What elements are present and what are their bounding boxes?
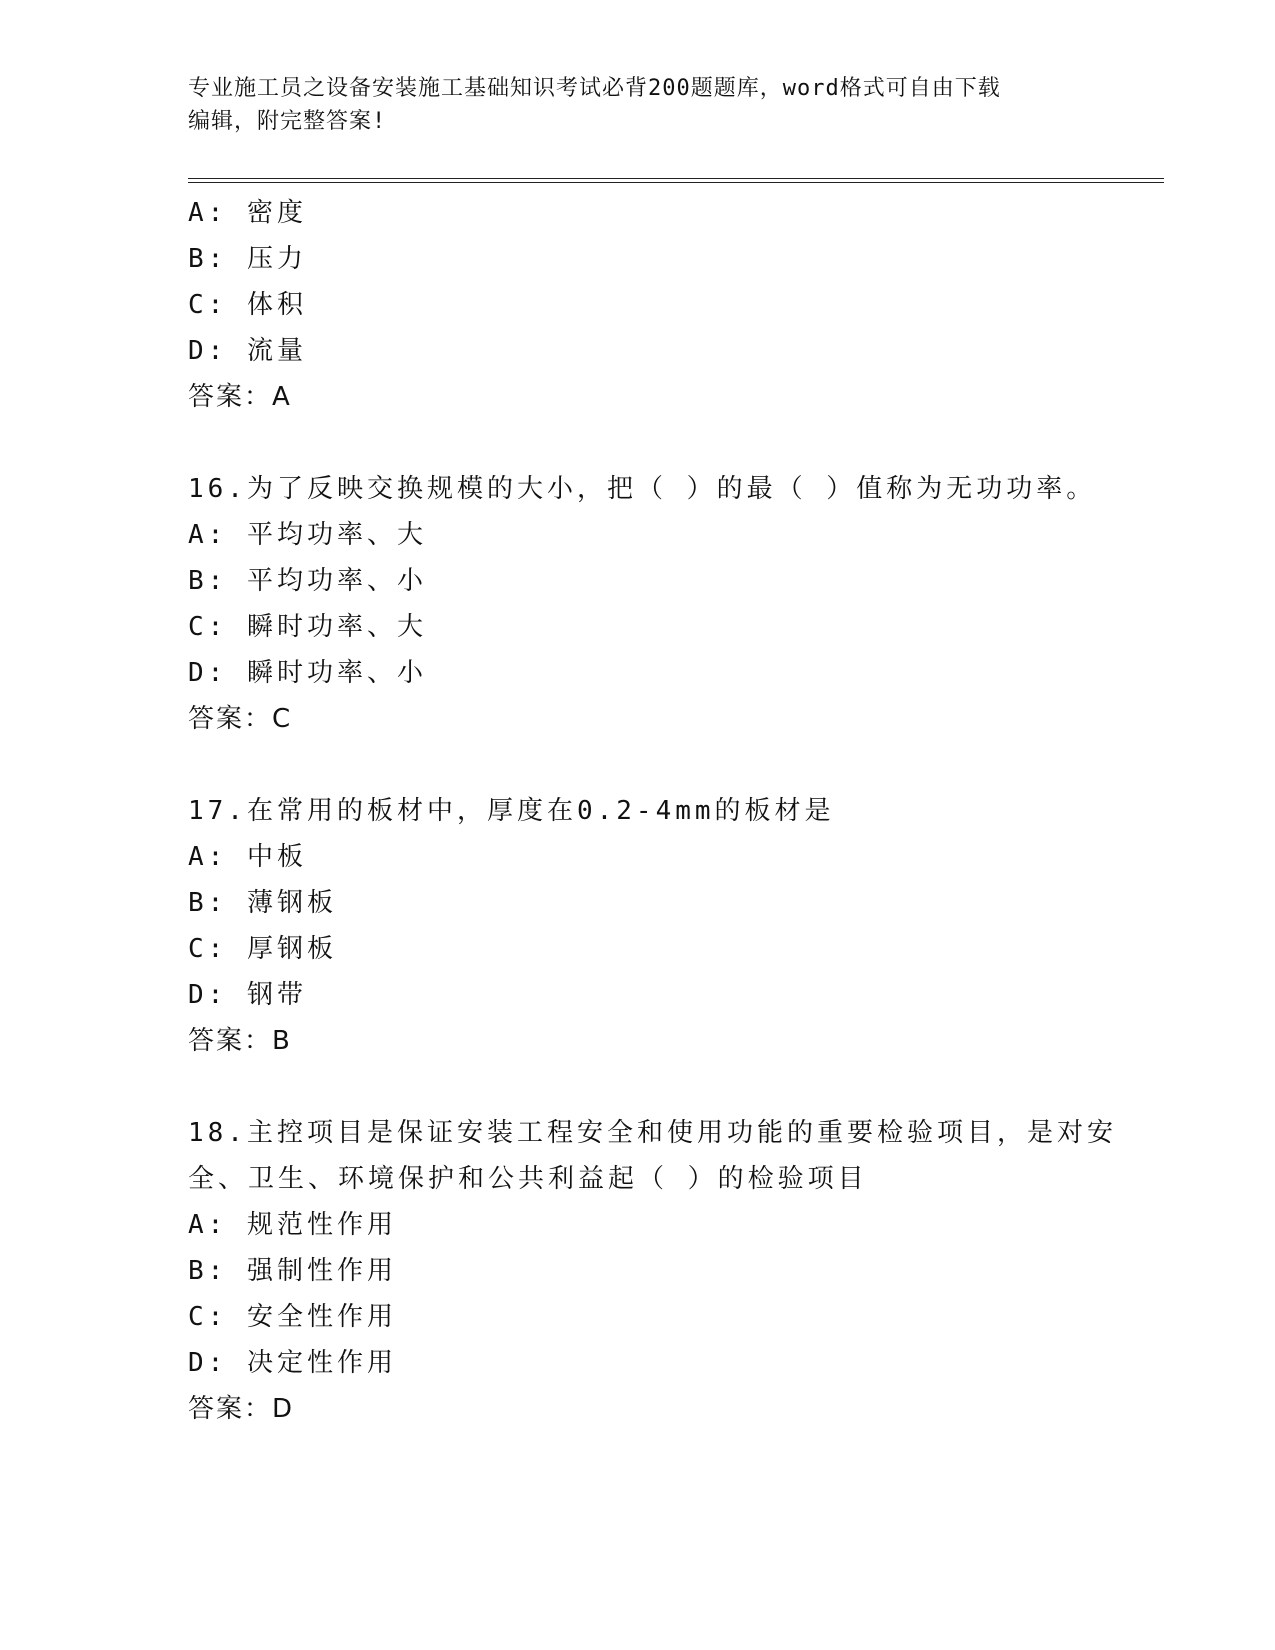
question-stem-line-2: 全、卫生、环境保护和公共利益起（ ）的检验项目 [188, 1164, 868, 1194]
option-a: A: 平均功率、大 [188, 520, 427, 550]
spacer [188, 420, 1168, 466]
option-b: B: 平均功率、小 [188, 566, 427, 596]
question-list [188, 190, 1168, 1432]
answer-line: 答案：C [188, 704, 293, 734]
option-d: D: 钢带 [188, 980, 307, 1010]
option-c: C: 厚钢板 [188, 934, 337, 964]
question-18-block [188, 1110, 1168, 1432]
option-c: C: 体积 [188, 290, 307, 320]
question-stem: 16.为了反映交换规模的大小，把（ ）的最（ ）值称为无功功率。 [188, 474, 1097, 504]
option-d: D: 决定性作用 [188, 1348, 397, 1378]
option-b: B: 压力 [188, 244, 307, 274]
header-divider [188, 178, 1164, 183]
question-stem: 17.在常用的板材中，厚度在0.2-4mm的板材是 [188, 796, 835, 826]
header-line-2: 编辑，附完整答案! [188, 109, 387, 134]
option-d: D: 瞬时功率、小 [188, 658, 427, 688]
option-c: C: 瞬时功率、大 [188, 612, 427, 642]
answer-line: 答案：B [188, 1026, 292, 1056]
question-17-block [188, 788, 1168, 1064]
option-a: A: 密度 [188, 198, 307, 228]
question-stem-line-1: 18.主控项目是保证安装工程安全和使用功能的重要检验项目，是对安 [188, 1118, 1117, 1148]
option-a: A: 中板 [188, 842, 307, 872]
option-c: C: 安全性作用 [188, 1302, 397, 1332]
question-15-block [188, 190, 1168, 420]
spacer [188, 1064, 1168, 1110]
answer-line: 答案：A [188, 382, 292, 412]
option-d: D: 流量 [188, 336, 307, 366]
option-b: B: 薄钢板 [188, 888, 337, 918]
question-16-block [188, 466, 1168, 742]
spacer [188, 742, 1168, 788]
option-a: A: 规范性作用 [188, 1210, 397, 1240]
document-header [188, 72, 1088, 138]
option-b: B: 强制性作用 [188, 1256, 397, 1286]
answer-line: 答案：D [188, 1394, 295, 1424]
header-line-1: 专业施工员之设备安装施工基础知识考试必背200题题库，word格式可自由下载 [188, 76, 1001, 101]
